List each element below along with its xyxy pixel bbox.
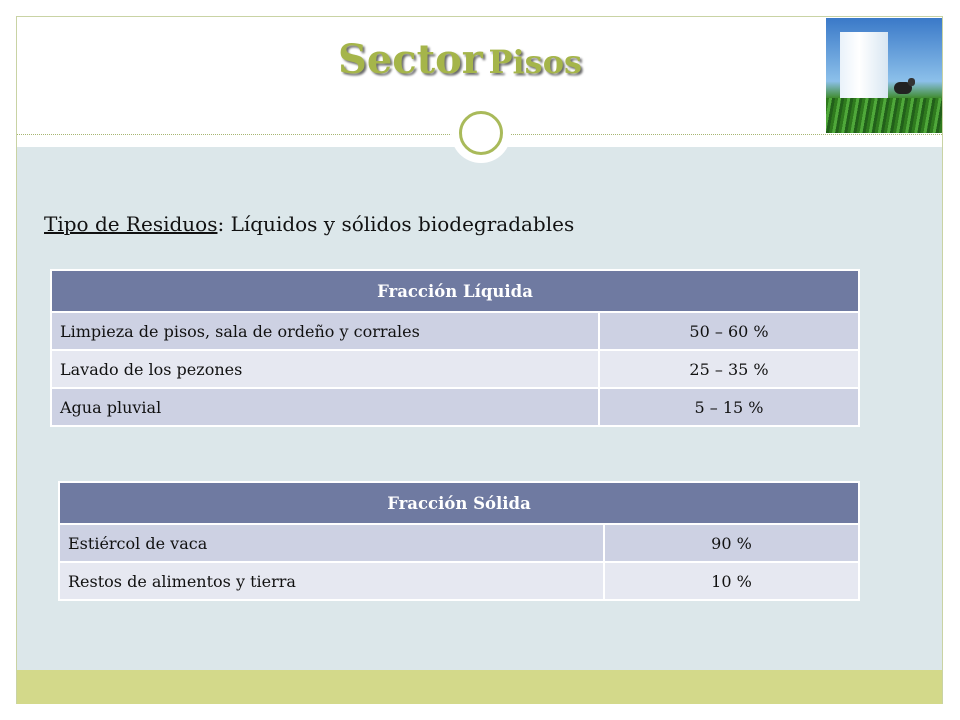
- table-row: [51, 388, 859, 426]
- cow-head-icon: [908, 78, 915, 86]
- title-word-pisos: Pisos: [488, 43, 583, 81]
- residue-type-line: [44, 212, 574, 236]
- row-value: 25 – 35 %: [599, 350, 859, 388]
- liquid-fraction-table: [50, 269, 860, 427]
- row-value: 90 %: [604, 524, 859, 562]
- circle-ring-icon: [459, 111, 503, 155]
- row-label: Agua pluvial: [51, 388, 599, 426]
- table-row: [51, 350, 859, 388]
- divider-circle-icon: [451, 103, 511, 163]
- liquid-table-header: Fracción Líquida: [51, 270, 859, 312]
- solid-table-header: Fracción Sólida: [59, 482, 859, 524]
- row-value: 10 %: [604, 562, 859, 600]
- table-row: [59, 524, 859, 562]
- grass-icon: [826, 98, 942, 133]
- milk-glass-photo: [826, 18, 942, 133]
- table-row: [59, 562, 859, 600]
- row-label: Estiércol de vaca: [59, 524, 604, 562]
- slide-title: [260, 36, 660, 83]
- table-row: [51, 312, 859, 350]
- residue-type-label: Tipo de Residuos: [44, 212, 218, 236]
- title-word-sector: Sector: [337, 36, 483, 83]
- row-value: 50 – 60 %: [599, 312, 859, 350]
- row-label: Restos de alimentos y tierra: [59, 562, 604, 600]
- row-label: Limpieza de pisos, sala de ordeño y corrales: [51, 312, 599, 350]
- row-value: 5 – 15 %: [599, 388, 859, 426]
- footer-bar: [17, 670, 942, 704]
- solid-fraction-table: [58, 481, 860, 601]
- row-label: Lavado de los pezones: [51, 350, 599, 388]
- milk-glass-icon: [840, 32, 888, 108]
- residue-type-text: : Líquidos y sólidos biodegradables: [217, 212, 575, 236]
